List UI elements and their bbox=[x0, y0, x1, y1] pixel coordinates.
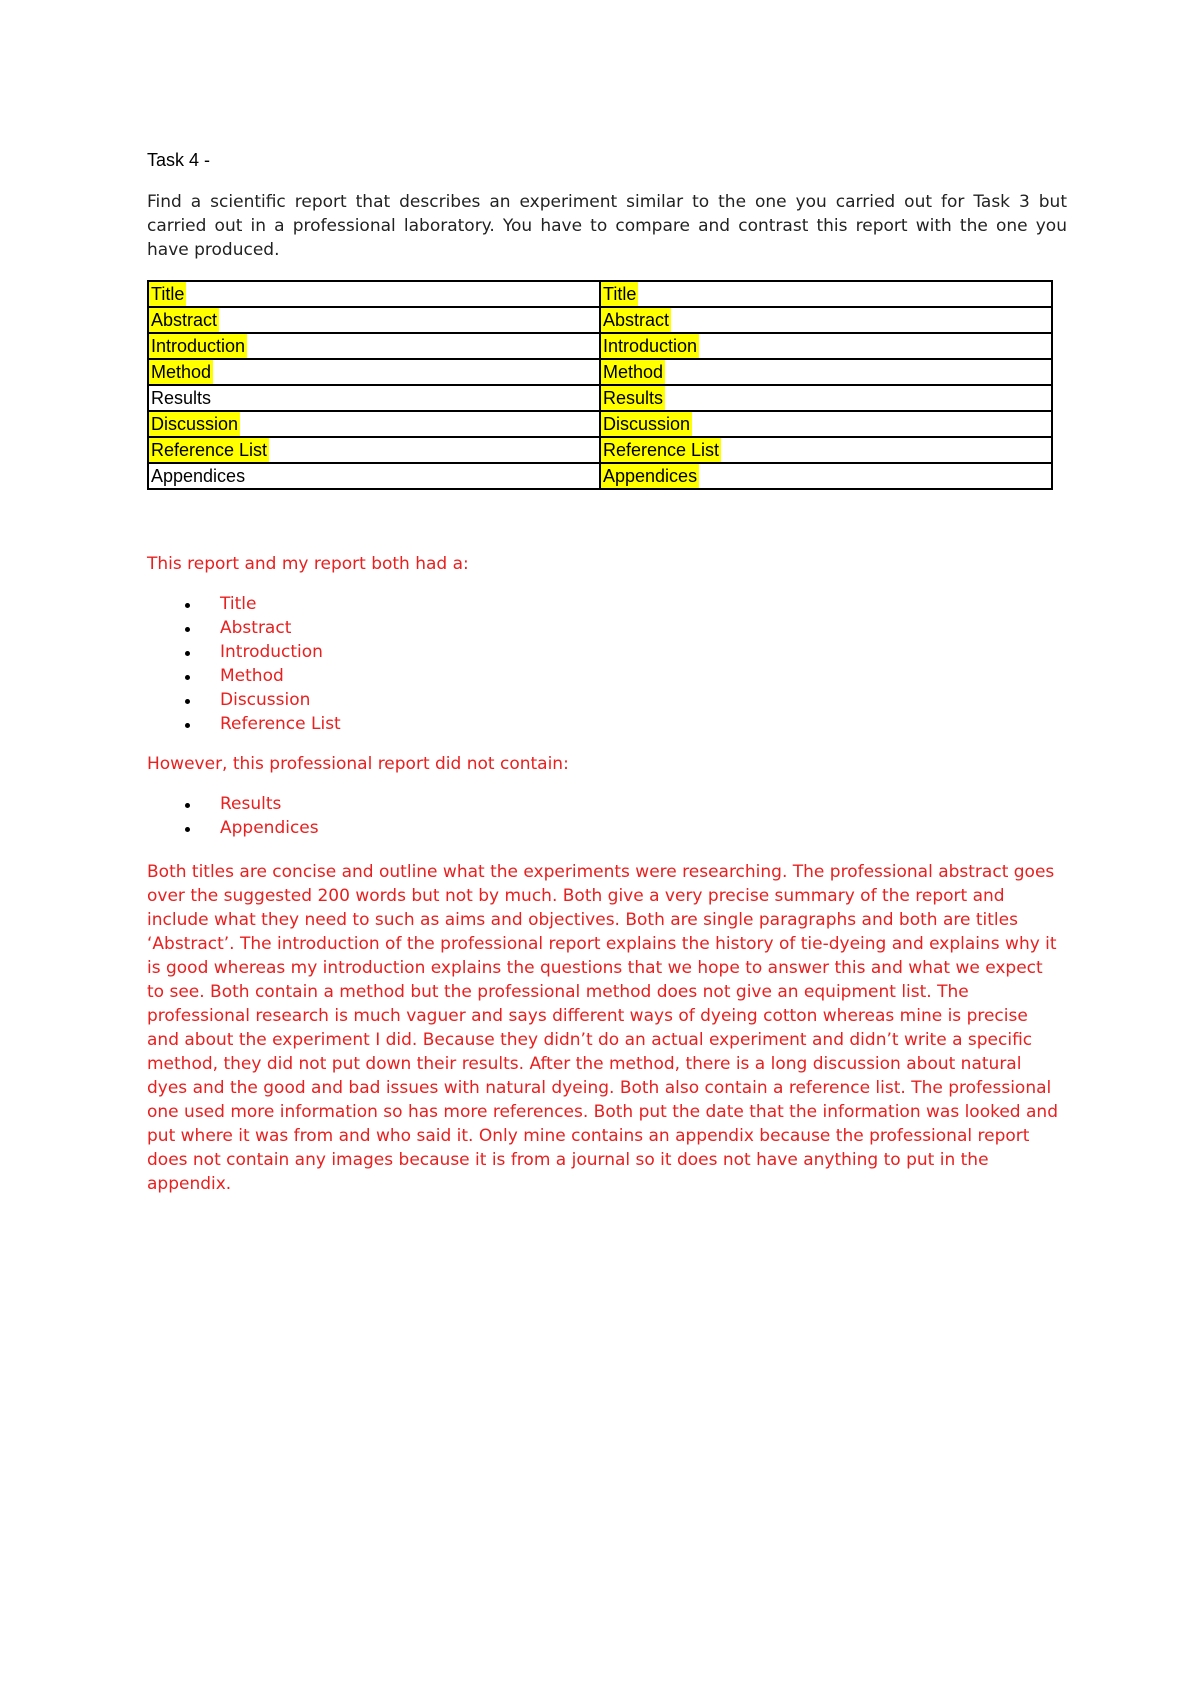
both-had-heading: This report and my report both had a: bbox=[147, 554, 469, 574]
comparison-table bbox=[147, 280, 1053, 490]
cell-label: Title bbox=[151, 284, 185, 304]
cell-label: Appendices bbox=[151, 466, 246, 486]
table-cell-right bbox=[600, 463, 1052, 489]
list-item bbox=[147, 664, 341, 688]
bullet-icon bbox=[185, 827, 190, 832]
list-item bbox=[147, 640, 341, 664]
table-cell-left bbox=[148, 281, 600, 307]
bullet-icon bbox=[185, 803, 190, 808]
bullet-icon bbox=[185, 627, 190, 632]
table-cell-left bbox=[148, 411, 600, 437]
discussion-paragraph: Both titles are concise and outline what the experiments were researching. The professional abstract goes over the suggested 200 words but not by much. Both give a very precise summary of the report and include what they need to such as aims and objectives. Both are single paragraphs and both are titles ‘Abstract’. The introduction of the professional report explains the history of tie-dyeing and explains why it is good whereas my introduction explains the questions that we hope to answer this and what we expect to see. Both contain a method but the professional method does not give an equipment list. The professional research is much vaguer and says different ways of dyeing cotton whereas mine is precise and about the experiment I did. Because they didn’t do an actual experiment and didn’t write a specific method, they did not put down their results. After the method, there is a long discussion about natural dyes and the good and bad issues with natural dyeing. Both also contain a reference list. The professional one used more information so has more references. Both put the date that the information was looked and put where it was from and who said it. Only mine contains an appendix because the professional report does not contain any images because it is from a journal so it does not have anything to put in the appendix. bbox=[147, 862, 1058, 1194]
cell-label: Discussion bbox=[151, 414, 239, 434]
table-row bbox=[148, 437, 1052, 463]
cell-label: Introduction bbox=[603, 336, 698, 356]
bullet-icon bbox=[185, 651, 190, 656]
table-cell-right bbox=[600, 385, 1052, 411]
table-cell-left bbox=[148, 359, 600, 385]
cell-label: Method bbox=[151, 362, 212, 382]
cell-label: Abstract bbox=[603, 310, 670, 330]
cell-label: Appendices bbox=[603, 466, 698, 486]
cell-label: Introduction bbox=[151, 336, 246, 356]
table-cell-left bbox=[148, 437, 600, 463]
list-item-label: Discussion bbox=[220, 690, 311, 710]
list-item-label: Method bbox=[220, 666, 284, 686]
table-row bbox=[148, 359, 1052, 385]
bullet-icon bbox=[185, 699, 190, 704]
list-item bbox=[147, 792, 319, 816]
list-item bbox=[147, 688, 341, 712]
table-cell-right bbox=[600, 281, 1052, 307]
cell-label: Results bbox=[151, 388, 212, 408]
both-had-list bbox=[147, 592, 341, 736]
cell-label: Title bbox=[603, 284, 637, 304]
cell-label: Reference List bbox=[603, 440, 720, 460]
list-item-label: Reference List bbox=[220, 714, 341, 734]
list-item-label: Appendices bbox=[220, 818, 319, 838]
table-row bbox=[148, 411, 1052, 437]
cell-label: Discussion bbox=[603, 414, 691, 434]
list-item-label: Introduction bbox=[220, 642, 323, 662]
list-item bbox=[147, 616, 341, 640]
list-item bbox=[147, 816, 319, 840]
list-item bbox=[147, 592, 341, 616]
table-row bbox=[148, 307, 1052, 333]
cell-label: Reference List bbox=[151, 440, 268, 460]
table-cell-right bbox=[600, 333, 1052, 359]
not-contain-heading: However, this professional report did not contain: bbox=[147, 754, 569, 774]
list-item-label: Results bbox=[220, 794, 282, 814]
table-cell-left bbox=[148, 463, 600, 489]
task-heading: Task 4 - bbox=[147, 150, 211, 170]
table-row bbox=[148, 385, 1052, 411]
cell-label: Results bbox=[603, 388, 664, 408]
table-cell-right bbox=[600, 307, 1052, 333]
list-item-label: Title bbox=[220, 594, 257, 614]
table-cell-right bbox=[600, 437, 1052, 463]
table-cell-left bbox=[148, 333, 600, 359]
table-row bbox=[148, 281, 1052, 307]
bullet-icon bbox=[185, 675, 190, 680]
list-item bbox=[147, 712, 341, 736]
cell-label: Method bbox=[603, 362, 664, 382]
table-row bbox=[148, 463, 1052, 489]
table-cell-right bbox=[600, 359, 1052, 385]
table-cell-right bbox=[600, 411, 1052, 437]
bullet-icon bbox=[185, 723, 190, 728]
task-description: Find a scientific report that describes an experiment similar to the one you carried out for Task 3 but carried out in a professional laboratory. You have to compare and contrast this report with the one you have produced. bbox=[147, 192, 1067, 260]
list-item-label: Abstract bbox=[220, 618, 292, 638]
table-row bbox=[148, 333, 1052, 359]
table-cell-left bbox=[148, 385, 600, 411]
cell-label: Abstract bbox=[151, 310, 218, 330]
not-contain-list bbox=[147, 792, 319, 840]
table-cell-left bbox=[148, 307, 600, 333]
bullet-icon bbox=[185, 603, 190, 608]
